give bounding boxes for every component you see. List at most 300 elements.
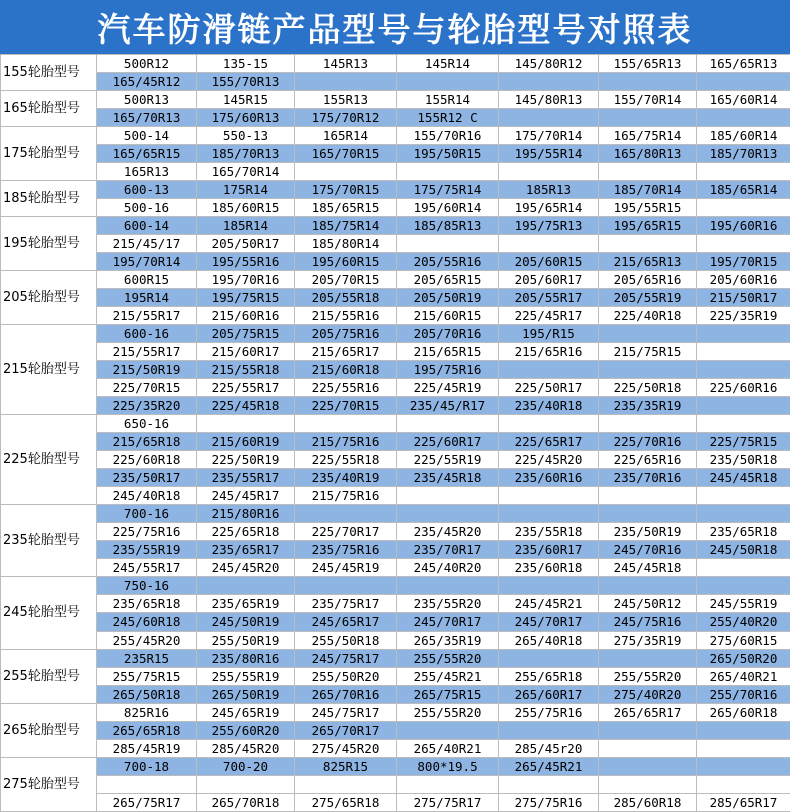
tire-model-cell: 165/65R15 — [97, 145, 197, 163]
tire-model-cell — [697, 343, 790, 361]
table-row — [1, 685, 790, 703]
tire-model-cell: 255/40R20 — [697, 613, 790, 631]
table-row — [1, 271, 790, 289]
tire-model-cell — [499, 235, 599, 253]
tire-model-cell: 235/55R19 — [97, 541, 197, 559]
table-row — [1, 235, 790, 253]
tire-model-cell: 225/70R15 — [97, 379, 197, 397]
tire-model-cell — [697, 721, 790, 739]
tire-model-cell — [697, 757, 790, 775]
tire-model-cell — [197, 775, 295, 793]
tire-model-cell: 225/45R20 — [499, 451, 599, 469]
tire-model-cell: 255/55R20 — [397, 649, 499, 667]
tire-model-cell: 265/70R18 — [197, 793, 295, 811]
tire-model-cell: 750-16 — [97, 577, 197, 595]
tire-model-cell: 205/55R17 — [499, 289, 599, 307]
table-row — [1, 289, 790, 307]
tire-model-cell: 195/70R15 — [697, 253, 790, 271]
tire-model-cell — [197, 577, 295, 595]
tire-model-cell: 215/60R17 — [197, 343, 295, 361]
tire-model-cell — [697, 559, 790, 577]
tire-model-cell: 235/55R20 — [397, 595, 499, 613]
tire-model-cell: 165/80R13 — [599, 145, 697, 163]
tire-model-cell — [599, 325, 697, 343]
tire-model-cell: 265/40R21 — [397, 739, 499, 757]
tire-model-cell: 215/75R15 — [599, 343, 697, 361]
table-row — [1, 127, 790, 145]
tire-size-group-label: 255轮胎型号 — [1, 649, 97, 703]
tire-model-cell — [499, 721, 599, 739]
tire-model-cell: 245/55R17 — [97, 559, 197, 577]
tire-model-cell — [697, 109, 790, 127]
tire-model-cell: 195/60R16 — [697, 217, 790, 235]
tire-model-cell: 215/60R15 — [397, 307, 499, 325]
tire-model-cell: 195/60R14 — [397, 199, 499, 217]
table-row — [1, 397, 790, 415]
tire-model-cell: 155R14 — [397, 91, 499, 109]
tire-model-cell: 235/70R17 — [397, 541, 499, 559]
table-row — [1, 559, 790, 577]
tire-model-cell: 225/70R17 — [295, 523, 397, 541]
tire-model-cell: 245/45R21 — [499, 595, 599, 613]
tire-model-cell: 500-14 — [97, 127, 197, 145]
tire-model-cell: 165/45R12 — [97, 73, 197, 91]
tire-model-cell: 185/75R14 — [295, 217, 397, 235]
table-row — [1, 325, 790, 343]
tire-model-cell: 225/60R18 — [97, 451, 197, 469]
tire-model-cell: 185/60R14 — [697, 127, 790, 145]
tire-model-cell — [499, 577, 599, 595]
tire-model-cell: 225/75R15 — [697, 433, 790, 451]
tire-model-cell: 700-16 — [97, 505, 197, 523]
tire-model-cell: 265/50R19 — [197, 685, 295, 703]
tire-model-cell: 235/40R19 — [295, 469, 397, 487]
tire-model-cell: 215/50R19 — [97, 361, 197, 379]
tire-model-cell: 265/35R19 — [397, 631, 499, 649]
tire-model-cell: 215/60R19 — [197, 433, 295, 451]
tire-model-cell — [697, 739, 790, 757]
tire-model-cell: 235/60R16 — [499, 469, 599, 487]
tire-model-cell: 205/65R15 — [397, 271, 499, 289]
tire-size-group-label: 225轮胎型号 — [1, 415, 97, 505]
tire-model-cell: 185R14 — [197, 217, 295, 235]
tire-model-cell: 225/55R18 — [295, 451, 397, 469]
tire-model-cell: 215/60R18 — [295, 361, 397, 379]
tire-model-cell — [499, 505, 599, 523]
tire-model-cell: 215/75R16 — [295, 487, 397, 505]
tire-model-cell: 265/60R17 — [499, 685, 599, 703]
tire-model-cell: 255/60R20 — [197, 721, 295, 739]
tire-size-group-label: 165轮胎型号 — [1, 91, 97, 127]
tire-model-cell: 215/55R17 — [97, 343, 197, 361]
tire-model-cell: 215/60R16 — [197, 307, 295, 325]
tire-model-cell: 205/60R16 — [697, 271, 790, 289]
tire-model-cell: 235/50R19 — [599, 523, 697, 541]
tire-model-cell: 205/75R16 — [295, 325, 397, 343]
tire-model-cell: 205/50R17 — [197, 235, 295, 253]
table-row — [1, 253, 790, 271]
tire-model-cell — [697, 415, 790, 433]
tire-model-cell — [697, 163, 790, 181]
tire-model-cell: 265/70R17 — [295, 721, 397, 739]
tire-model-cell — [397, 577, 499, 595]
tire-model-cell: 235/65R19 — [197, 595, 295, 613]
tire-model-cell: 145R14 — [397, 55, 499, 73]
tire-model-cell: 800*19.5 — [397, 757, 499, 775]
tire-size-group-label: 215轮胎型号 — [1, 325, 97, 415]
tire-model-cell: 195/R15 — [499, 325, 599, 343]
tire-model-cell: 205/70R15 — [295, 271, 397, 289]
tire-model-cell: 225/60R16 — [697, 379, 790, 397]
tire-model-cell — [499, 361, 599, 379]
tire-size-group-label: 195轮胎型号 — [1, 217, 97, 271]
tire-model-cell: 600-14 — [97, 217, 197, 235]
tire-model-cell: 245/45R20 — [197, 559, 295, 577]
tire-model-cell: 235/75R16 — [295, 541, 397, 559]
tire-model-cell: 165/70R14 — [197, 163, 295, 181]
page-title: 汽车防滑链产品型号与轮胎型号对照表 — [0, 0, 790, 54]
tire-model-cell: 265/65R17 — [599, 703, 697, 721]
tire-model-cell: 255/55R19 — [197, 667, 295, 685]
tire-model-cell: 175/75R14 — [397, 181, 499, 199]
tire-model-cell: 225/40R18 — [599, 307, 697, 325]
tire-model-cell: 185/70R13 — [697, 145, 790, 163]
tire-model-cell: 285/45R20 — [197, 739, 295, 757]
tire-model-cell: 185/70R13 — [197, 145, 295, 163]
table-row — [1, 613, 790, 631]
tire-model-cell: 215/75R16 — [295, 433, 397, 451]
tire-model-cell: 205/70R16 — [397, 325, 499, 343]
table-row — [1, 487, 790, 505]
tire-model-cell: 245/50R12 — [599, 595, 697, 613]
tire-model-cell: 225/50R19 — [197, 451, 295, 469]
tire-size-group-label: 235轮胎型号 — [1, 505, 97, 577]
table-row — [1, 145, 790, 163]
tire-model-cell: 255/75R16 — [499, 703, 599, 721]
tire-model-cell — [295, 577, 397, 595]
tire-model-cell: 600R15 — [97, 271, 197, 289]
tire-model-cell: 500R13 — [97, 91, 197, 109]
tire-model-cell — [397, 73, 499, 91]
tire-model-cell: 235/45/R17 — [397, 397, 499, 415]
tire-model-cell: 195/60R15 — [295, 253, 397, 271]
tire-model-cell: 205/75R15 — [197, 325, 295, 343]
tire-model-cell: 245/75R16 — [599, 613, 697, 631]
tire-model-cell: 215/55R16 — [295, 307, 397, 325]
tire-model-cell: 195/65R15 — [599, 217, 697, 235]
tire-model-cell: 245/40R18 — [97, 487, 197, 505]
tire-size-group-label: 175轮胎型号 — [1, 127, 97, 181]
table-row — [1, 541, 790, 559]
tire-model-cell: 205/55R18 — [295, 289, 397, 307]
tire-model-cell — [499, 73, 599, 91]
tire-model-cell: 245/65R19 — [197, 703, 295, 721]
table-row — [1, 73, 790, 91]
tire-model-cell: 215/80R16 — [197, 505, 295, 523]
tire-model-cell: 225/70R16 — [599, 433, 697, 451]
tire-model-cell: 245/45R18 — [599, 559, 697, 577]
tire-model-cell — [397, 163, 499, 181]
tire-model-cell: 215/65R17 — [295, 343, 397, 361]
tire-model-cell: 135-15 — [197, 55, 295, 73]
tire-size-group-label: 155轮胎型号 — [1, 55, 97, 91]
tire-model-cell: 235/45R20 — [397, 523, 499, 541]
tire-model-cell: 185/65R15 — [295, 199, 397, 217]
tire-model-cell: 255/50R20 — [295, 667, 397, 685]
tire-model-cell: 265/60R18 — [697, 703, 790, 721]
tire-model-cell: 175/70R12 — [295, 109, 397, 127]
table-row — [1, 379, 790, 397]
tire-model-cell — [397, 235, 499, 253]
tire-model-cell: 185R13 — [499, 181, 599, 199]
table-row — [1, 163, 790, 181]
table-row — [1, 577, 790, 595]
tire-model-cell: 185/65R14 — [697, 181, 790, 199]
tire-model-cell: 255/75R15 — [97, 667, 197, 685]
tire-model-cell: 175/70R15 — [295, 181, 397, 199]
tire-model-cell: 285/45R19 — [97, 739, 197, 757]
tire-model-cell: 155R13 — [295, 91, 397, 109]
tire-model-cell: 205/60R17 — [499, 271, 599, 289]
tire-model-cell: 165/70R15 — [295, 145, 397, 163]
tire-model-cell: 145/80R13 — [499, 91, 599, 109]
table-row — [1, 217, 790, 235]
tire-model-cell: 255/45R20 — [97, 631, 197, 649]
tire-model-cell: 225/55R16 — [295, 379, 397, 397]
tire-model-cell: 225/75R16 — [97, 523, 197, 541]
tire-model-cell — [599, 739, 697, 757]
tire-model-cell: 500-16 — [97, 199, 197, 217]
tire-model-cell — [599, 361, 697, 379]
tire-model-cell: 235/60R18 — [499, 559, 599, 577]
tire-model-cell: 265/65R18 — [97, 721, 197, 739]
tire-model-cell — [599, 415, 697, 433]
table-row — [1, 469, 790, 487]
tire-model-cell: 265/40R21 — [697, 667, 790, 685]
tire-model-cell: 275/75R17 — [397, 793, 499, 811]
tire-model-cell — [697, 397, 790, 415]
tire-model-cell: 215/50R17 — [697, 289, 790, 307]
tire-model-cell: 265/75R15 — [397, 685, 499, 703]
tire-model-cell: 225/65R18 — [197, 523, 295, 541]
table-row — [1, 451, 790, 469]
tire-model-cell: 600-13 — [97, 181, 197, 199]
table-row — [1, 775, 790, 793]
tire-model-cell — [295, 775, 397, 793]
tire-model-cell — [697, 487, 790, 505]
tire-model-cell: 235/60R17 — [499, 541, 599, 559]
table-row — [1, 433, 790, 451]
tire-size-group-label: 275轮胎型号 — [1, 757, 97, 811]
table-row — [1, 721, 790, 739]
tire-model-cell — [499, 487, 599, 505]
tire-model-cell — [599, 577, 697, 595]
tire-model-cell: 215/65R16 — [499, 343, 599, 361]
tire-model-cell — [697, 577, 790, 595]
tire-model-cell: 195/55R14 — [499, 145, 599, 163]
tire-model-cell: 245/50R19 — [197, 613, 295, 631]
tire-model-cell — [499, 415, 599, 433]
tire-model-cell — [697, 73, 790, 91]
tire-model-cell: 195/55R15 — [599, 199, 697, 217]
tire-model-cell: 245/40R20 — [397, 559, 499, 577]
tire-model-cell: 145/80R12 — [499, 55, 599, 73]
tire-model-cell — [397, 505, 499, 523]
table-row — [1, 343, 790, 361]
tire-model-cell: 255/55R20 — [599, 667, 697, 685]
tire-model-cell — [599, 73, 697, 91]
tire-model-cell — [697, 505, 790, 523]
tire-model-cell: 700-20 — [197, 757, 295, 775]
tire-model-cell: 265/70R16 — [295, 685, 397, 703]
tire-size-group-label: 185轮胎型号 — [1, 181, 97, 217]
tire-model-cell: 700-18 — [97, 757, 197, 775]
tire-model-cell: 235/35R19 — [599, 397, 697, 415]
tire-model-cell: 145R15 — [197, 91, 295, 109]
tire-model-cell: 205/60R15 — [499, 253, 599, 271]
tire-model-cell: 185/80R14 — [295, 235, 397, 253]
tire-model-cell: 275/45R20 — [295, 739, 397, 757]
tire-model-cell: 225/55R17 — [197, 379, 295, 397]
table-row — [1, 703, 790, 721]
tire-model-cell: 225/50R17 — [499, 379, 599, 397]
table-row — [1, 307, 790, 325]
table-row — [1, 361, 790, 379]
tire-model-cell: 235/80R16 — [197, 649, 295, 667]
tire-model-cell: 235/65R18 — [97, 595, 197, 613]
tire-model-cell — [295, 73, 397, 91]
tire-model-cell: 255/65R18 — [499, 667, 599, 685]
tire-model-cell: 235/45R18 — [397, 469, 499, 487]
tire-model-cell — [697, 775, 790, 793]
tire-model-cell: 225/60R17 — [397, 433, 499, 451]
tire-model-cell: 245/55R19 — [697, 595, 790, 613]
tire-model-cell: 205/65R16 — [599, 271, 697, 289]
tire-model-cell — [599, 163, 697, 181]
tire-model-cell: 195/75R16 — [397, 361, 499, 379]
tire-model-cell: 175R14 — [197, 181, 295, 199]
tire-model-cell: 245/60R18 — [97, 613, 197, 631]
tire-model-cell: 215/65R18 — [97, 433, 197, 451]
tire-model-cell: 225/50R18 — [599, 379, 697, 397]
tire-model-cell: 255/45R21 — [397, 667, 499, 685]
tire-model-cell — [599, 757, 697, 775]
tire-model-cell: 550-13 — [197, 127, 295, 145]
tire-model-cell: 175/70R14 — [499, 127, 599, 145]
tire-model-cell: 195/75R15 — [197, 289, 295, 307]
tire-model-cell: 225/45R18 — [197, 397, 295, 415]
tire-model-cell: 275/60R15 — [697, 631, 790, 649]
tire-model-cell: 825R16 — [97, 703, 197, 721]
tire-model-cell: 225/70R15 — [295, 397, 397, 415]
tire-model-cell: 245/75R17 — [295, 649, 397, 667]
tire-model-cell: 235/65R18 — [697, 523, 790, 541]
tire-model-cell — [599, 109, 697, 127]
tire-model-cell: 275/40R20 — [599, 685, 697, 703]
tire-model-cell: 265/75R17 — [97, 793, 197, 811]
table-row — [1, 595, 790, 613]
tire-model-cell: 245/50R18 — [697, 541, 790, 559]
table-row — [1, 181, 790, 199]
table-row — [1, 739, 790, 757]
tire-model-table — [0, 54, 790, 812]
tire-model-cell — [499, 109, 599, 127]
tire-model-cell — [599, 487, 697, 505]
tire-model-cell: 285/60R18 — [599, 793, 697, 811]
table-row — [1, 109, 790, 127]
tire-model-cell — [397, 775, 499, 793]
tire-model-cell: 215/65R15 — [397, 343, 499, 361]
tire-model-cell: 285/45r20 — [499, 739, 599, 757]
tire-model-cell: 235/75R17 — [295, 595, 397, 613]
tire-size-group-label: 205轮胎型号 — [1, 271, 97, 325]
tire-model-cell — [499, 163, 599, 181]
table-body — [1, 55, 790, 812]
tire-model-cell: 155/70R13 — [197, 73, 295, 91]
tire-model-cell: 265/50R18 — [97, 685, 197, 703]
table-row — [1, 55, 790, 73]
tire-model-cell: 500R12 — [97, 55, 197, 73]
tire-size-group-label: 245轮胎型号 — [1, 577, 97, 649]
table-row — [1, 199, 790, 217]
tire-model-cell: 265/45R21 — [499, 757, 599, 775]
tire-model-cell: 825R15 — [295, 757, 397, 775]
tire-model-cell: 225/35R20 — [97, 397, 197, 415]
tire-model-cell: 215/45/17 — [97, 235, 197, 253]
tire-model-cell: 195/55R16 — [197, 253, 295, 271]
tire-model-cell — [697, 325, 790, 343]
tire-model-cell: 185/60R15 — [197, 199, 295, 217]
tire-model-cell: 265/40R18 — [499, 631, 599, 649]
tire-model-cell: 195R14 — [97, 289, 197, 307]
tire-model-cell — [397, 721, 499, 739]
tire-model-cell: 215/55R17 — [97, 307, 197, 325]
tire-model-cell: 235/40R18 — [499, 397, 599, 415]
tire-model-cell: 275/35R19 — [599, 631, 697, 649]
tire-model-cell: 255/55R20 — [397, 703, 499, 721]
table-row — [1, 757, 790, 775]
tire-model-cell: 195/70R16 — [197, 271, 295, 289]
tire-model-cell — [599, 235, 697, 253]
tire-model-cell — [97, 775, 197, 793]
tire-model-cell — [697, 199, 790, 217]
tire-size-group-label: 265轮胎型号 — [1, 703, 97, 757]
tire-model-cell: 215/55R18 — [197, 361, 295, 379]
tire-model-cell: 245/45R17 — [197, 487, 295, 505]
tire-model-cell: 255/70R16 — [697, 685, 790, 703]
tire-model-cell: 185/85R13 — [397, 217, 499, 235]
tire-model-cell — [599, 721, 697, 739]
tire-model-cell: 225/65R17 — [499, 433, 599, 451]
tire-model-cell: 175/60R13 — [197, 109, 295, 127]
tire-model-cell: 235/65R17 — [197, 541, 295, 559]
tire-model-cell: 235/55R17 — [197, 469, 295, 487]
table-row — [1, 631, 790, 649]
table-row — [1, 91, 790, 109]
tire-model-cell: 155/65R13 — [599, 55, 697, 73]
tire-model-cell — [197, 415, 295, 433]
tire-model-cell: 245/70R16 — [599, 541, 697, 559]
tire-model-cell: 225/35R19 — [697, 307, 790, 325]
tire-model-cell: 235/70R16 — [599, 469, 697, 487]
tire-model-cell: 155R12 C — [397, 109, 499, 127]
tire-model-cell: 195/70R14 — [97, 253, 197, 271]
tire-model-cell: 165/75R14 — [599, 127, 697, 145]
tire-model-cell: 285/65R17 — [697, 793, 790, 811]
tire-model-cell: 235/50R17 — [97, 469, 197, 487]
tire-model-cell: 245/70R17 — [397, 613, 499, 631]
tire-model-cell — [499, 649, 599, 667]
